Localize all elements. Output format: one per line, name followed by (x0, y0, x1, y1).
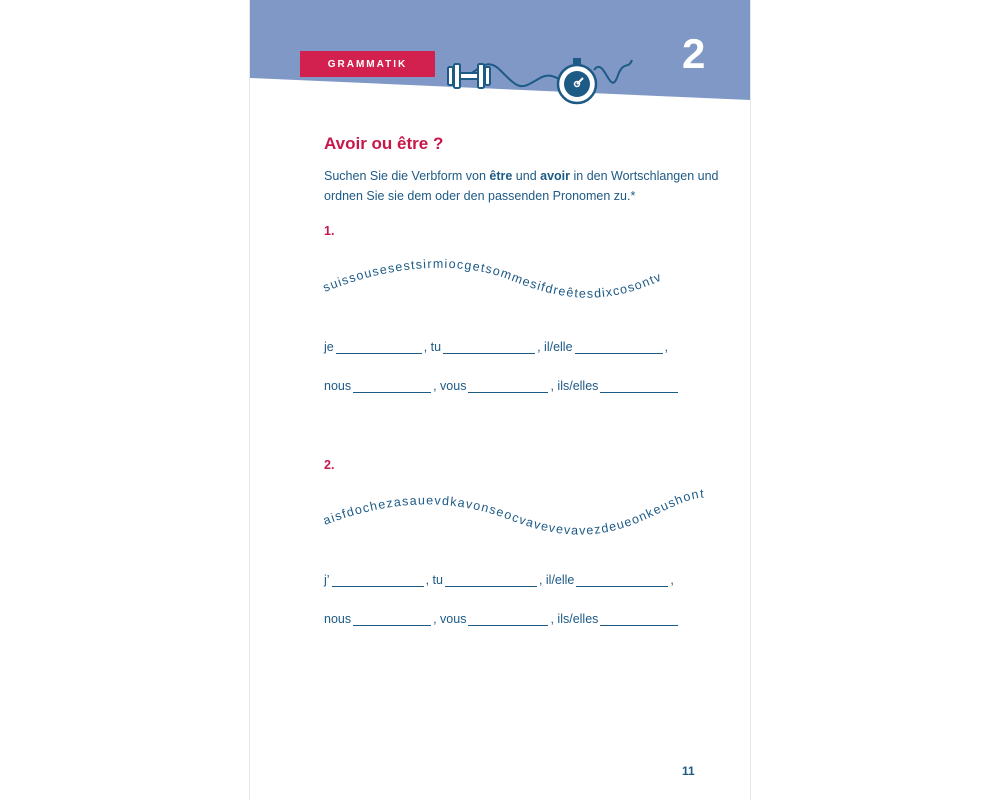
task-2-number: 2. (324, 458, 335, 472)
answer-blank-tu[interactable] (443, 341, 535, 354)
answer-blank-je[interactable] (336, 341, 422, 354)
instruction-text: Suchen Sie die Verbform von (324, 169, 490, 183)
section-tag: GRAMMATIK (300, 51, 435, 77)
task-2-row-2 (324, 612, 680, 626)
instruction-bold-etre: être (489, 169, 513, 183)
pronoun-label: nous (324, 379, 352, 393)
answer-blank-ils-elles[interactable] (600, 613, 678, 626)
stopwatch-icon (558, 58, 596, 103)
pronoun-label: , il/elle (538, 573, 575, 587)
chapter-number: 2 (682, 30, 706, 77)
answer-blank-il-elle[interactable] (576, 574, 668, 587)
task-1-row-2 (324, 379, 680, 393)
instruction-bold-avoir: avoir (540, 169, 571, 183)
pronoun-label: nous (324, 612, 352, 626)
word-snake-2 (310, 485, 730, 545)
pronoun-label: , ils/elles (550, 612, 599, 626)
pronoun-label: , ils/elles (550, 379, 599, 393)
exercise-decoration (440, 40, 640, 110)
task-1-row-1 (324, 340, 668, 354)
pronoun-label: j’ (324, 573, 330, 587)
word-snake-1-text: suissousesestsirmiocgetsommesifdreêtesdixcosontv (320, 256, 664, 301)
task-2-row-1 (324, 573, 674, 587)
pronoun-label: je (324, 340, 334, 354)
page-number: 11 (682, 764, 695, 778)
answer-blank-tu[interactable] (445, 574, 537, 587)
pronoun-label: , il/elle (537, 340, 573, 354)
pronoun-label: , tu (425, 573, 443, 587)
pronoun-label: , vous (433, 612, 467, 626)
instruction-text: in den Wortschlangen und ordnen Sie sie dem oder den passenden Pronomen zu.* (324, 169, 719, 203)
punctuation: , (664, 340, 669, 354)
book-page (250, 0, 750, 800)
exercise-title: Avoir ou être ? (324, 134, 444, 153)
instruction-text: und (512, 169, 541, 183)
pronoun-label: , vous (433, 379, 467, 393)
word-snake-1 (310, 250, 730, 310)
answer-blank-ils-elles[interactable] (600, 380, 678, 393)
answer-blank-il-elle[interactable] (575, 341, 663, 354)
answer-blank-j[interactable] (332, 574, 424, 587)
answer-blank-nous[interactable] (353, 613, 431, 626)
dumbbell-icon (448, 64, 490, 88)
punctuation: , (670, 573, 674, 587)
answer-blank-vous[interactable] (468, 613, 548, 626)
task-1-number: 1. (324, 224, 335, 238)
pronoun-label: , tu (423, 340, 442, 354)
answer-blank-nous[interactable] (353, 380, 431, 393)
exercise-instructions (324, 166, 724, 206)
word-snake-2-text: aisfdochezasauevdkavonseocvavevevavezdeueonkeushont (321, 486, 706, 538)
answer-blank-vous[interactable] (468, 380, 548, 393)
